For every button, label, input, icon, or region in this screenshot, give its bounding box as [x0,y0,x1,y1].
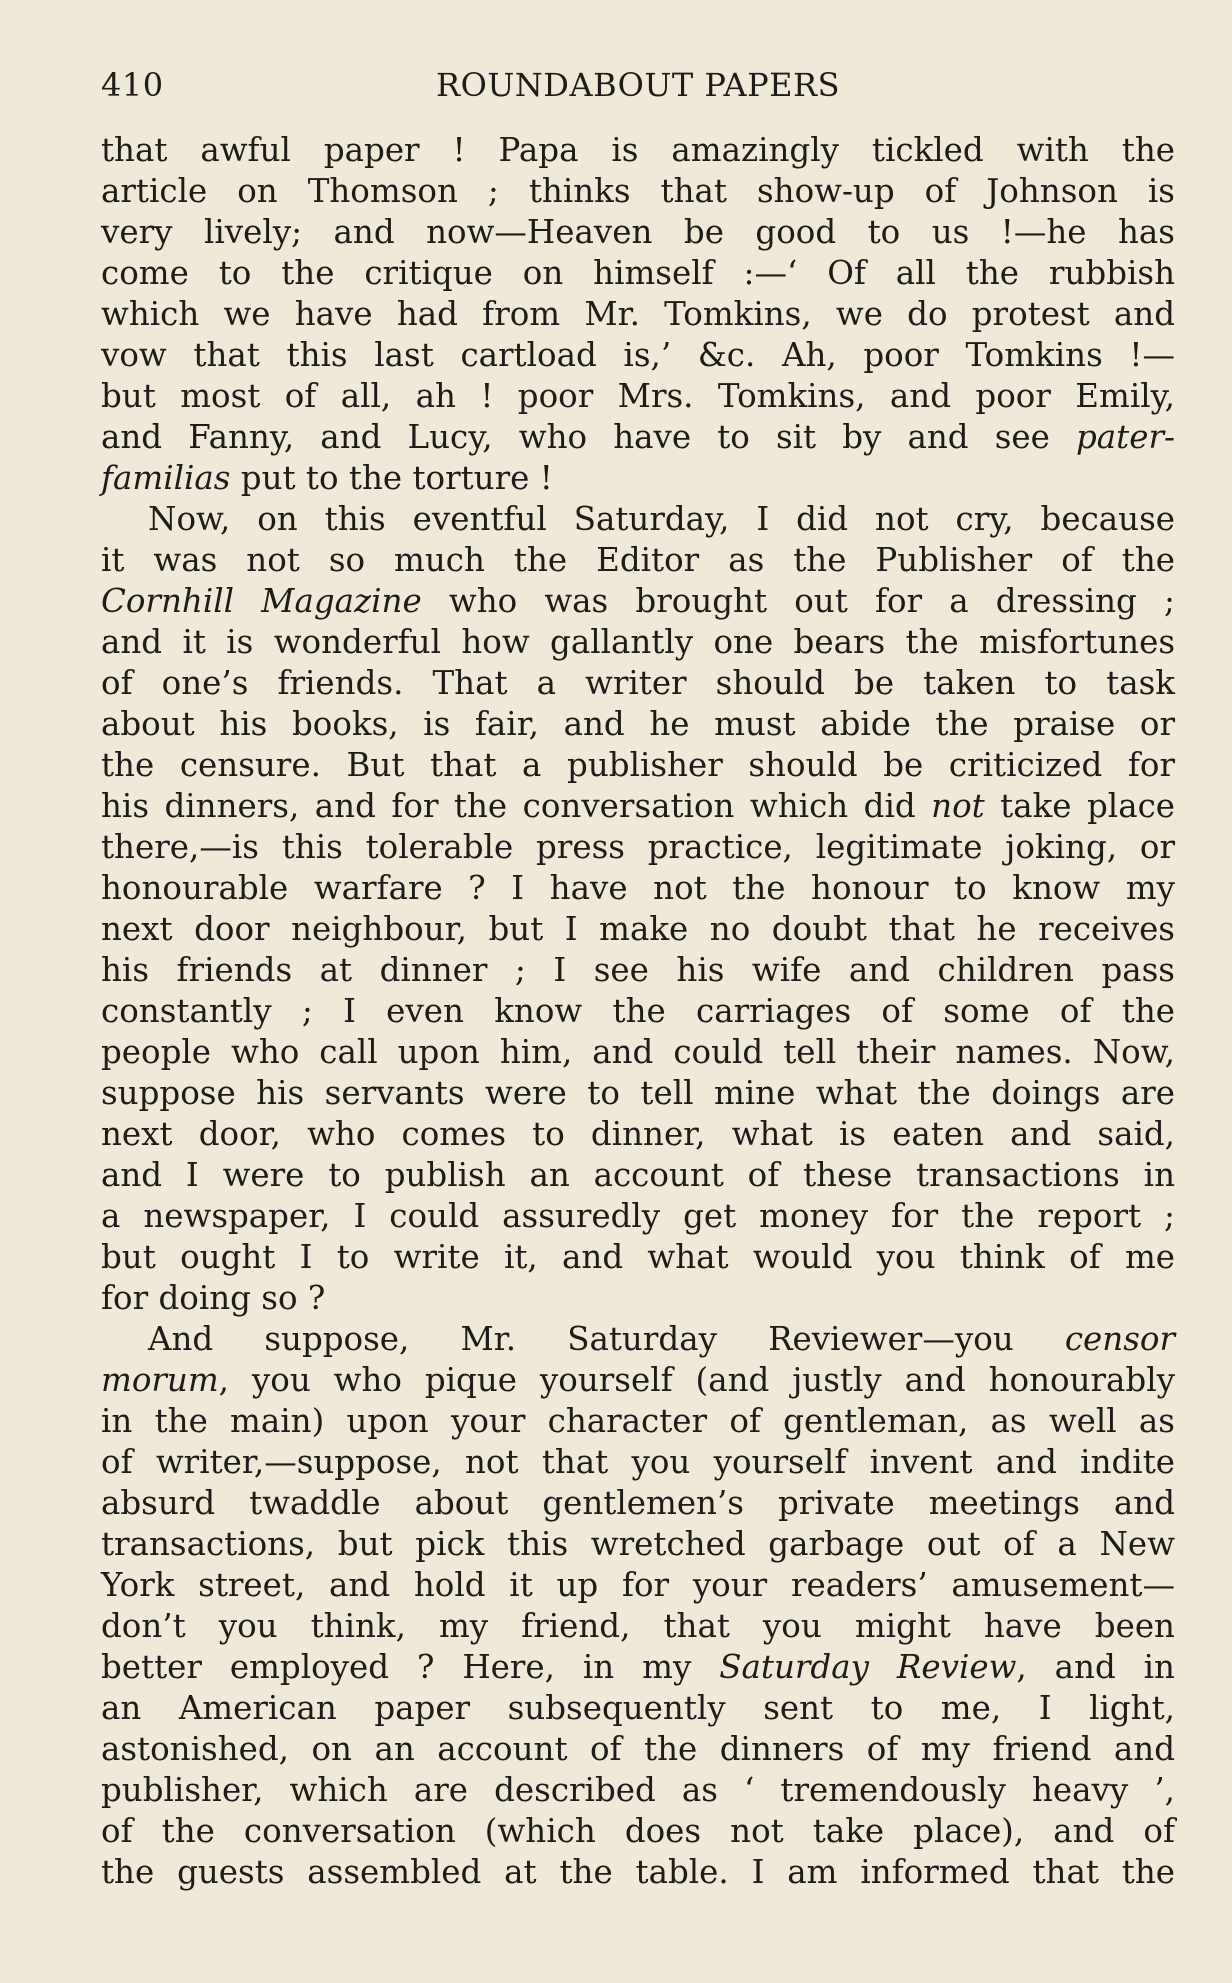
text-line: the censure. But that a publisher should be criticized for [101,746,1175,784]
text-line: York street, and hold it up for your readers’ amusement— [101,1566,1175,1604]
page-number: 410 [101,66,164,104]
text-line: suppose his servants were to tell mine what the doings are [101,1074,1175,1112]
text-line: don’t you think, my friend, that you might have been [101,1607,1175,1645]
text-line: about his books, is fair, and he must abide the praise or [101,705,1175,743]
page-header [101,62,1175,108]
text-line: of the conversation (which does not take place), and of [101,1812,1175,1850]
text-line: article on Thomson ; thinks that show-up of Johnson is [101,172,1175,210]
text-line: And suppose, Mr. Saturday Reviewer—you censor [148,1320,1175,1358]
text-line: come to the critique on himself :—‘ Of all the rubbish [101,254,1175,292]
text-line: next door neighbour, but I make no doubt that he receives [101,910,1175,948]
text-line: absurd twaddle about gentlemen’s private meetings and [101,1484,1175,1522]
text-line: there,—is this tolerable press practice, legitimate joking, or [101,828,1175,866]
text-line: a newspaper, I could assuredly get money for the report ; [101,1197,1175,1235]
text-line: familias put to the torture ! [101,459,553,497]
text-line: constantly ; I even know the carriages of some of the [101,992,1175,1030]
text-line: it was not so much the Editor as the Publisher of the [101,541,1175,579]
text-line: vow that this last cartload is,’ &c. Ah, poor Tomkins !— [101,336,1175,374]
text-line: but ought I to write it, and what would you think of me [101,1238,1175,1276]
text-line: of one’s friends. That a writer should be taken to task [101,664,1175,702]
text-line: morum, you who pique yourself (and justly and honourably [101,1361,1175,1399]
text-line: that awful paper ! Papa is amazingly tickled with the [101,131,1175,169]
text-line: for doing so ? [101,1279,326,1317]
text-line: better employed ? Here, in my Saturday Review, and in [101,1648,1175,1686]
text-line: Cornhill Magazine who was brought out for a dressing ; [101,582,1175,620]
text-line: which we have had from Mr. Tomkins, we do protest and [101,295,1175,333]
text-line: astonished, on an account of the dinners of my friend and [101,1730,1175,1768]
text-line: and Fanny, and Lucy, who have to sit by and see pater- [101,418,1175,456]
text-line: people who call upon him, and could tell their names. Now, [101,1033,1175,1071]
text-line: Now, on this eventful Saturday, I did not cry, because [148,500,1175,538]
text-line: and I were to publish an account of these transactions in [101,1156,1175,1194]
text-line: very lively; and now—Heaven be good to us !—he has [101,213,1175,251]
text-line: next door, who comes to dinner, what is eaten and said, [101,1115,1175,1153]
text-line: transactions, but pick this wretched garbage out of a New [101,1525,1175,1563]
text-line: an American paper subsequently sent to me, I light, [101,1689,1175,1727]
text-line: and it is wonderful how gallantly one bears the misfortunes [101,623,1175,661]
text-line: publisher, which are described as ‘ tremendously heavy ’, [101,1771,1175,1809]
body-text [101,130,1175,1893]
text-line: the guests assembled at the table. I am informed that the [101,1853,1175,1891]
running-head: ROUNDABOUT PAPERS [436,66,840,104]
text-line: in the main) upon your character of gentleman, as well as [101,1402,1175,1440]
text-line: but most of all, ah ! poor Mrs. Tomkins, and poor Emily, [101,377,1175,415]
text-line: his friends at dinner ; I see his wife and children pass [101,951,1175,989]
text-line: honourable warfare ? I have not the honour to know my [101,869,1175,907]
text-line: his dinners, and for the conversation which did not take place [101,787,1176,825]
text-line: of writer,—suppose, not that you yourself invent and indite [101,1443,1175,1481]
